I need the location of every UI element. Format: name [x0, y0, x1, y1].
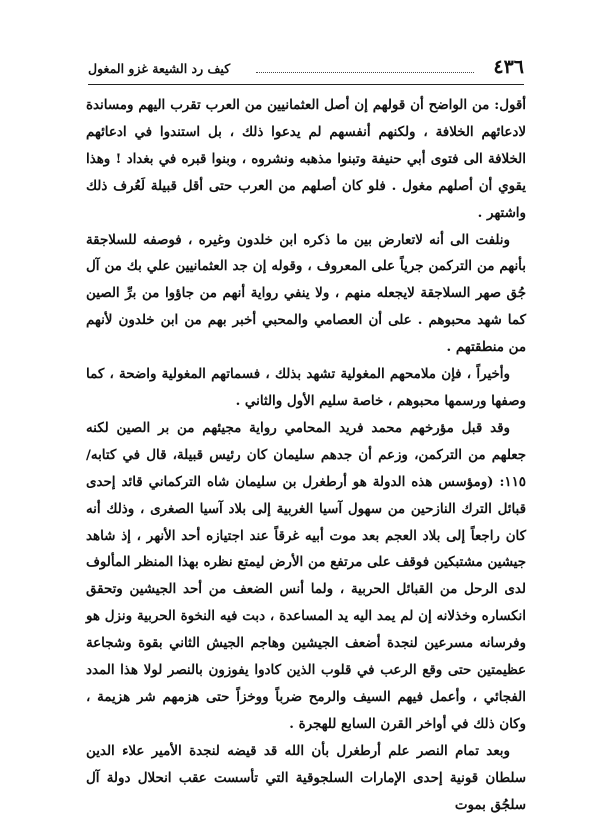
paragraph: وبعد تمام النصر علم أرطغرل بأن الله قد قيضه لنجدة الأمير علاء الدين سلطان قونية إحدى الإمارات السلجوقية التي تأسست عقب انحلال دولة آل سلجُق بموت: [86, 742, 526, 813]
body-text: [86, 92, 526, 818]
page-number: ٤٣٦: [493, 56, 524, 78]
header-rule: [88, 84, 524, 85]
paragraph: وقد قبل مؤرخهم محمد فريد المحامي رواية مجيئهم من بر الصين لكنه جعلهم من التركمن، وزعم أن جدهم سليمان كان رئيس قبيلة، قال في كتابه/١١٥: (ومؤسس هذه الدولة هو أرطغرل بن سليمان شاه التركماني قائد إحدى قبائل الترك النازحين من سهول آسيا الغربية إلى بلاد آسيا الصغرى ، وذلك أنه كان راجعاً إلى بلاد العجم بعد موت أبيه غرقاً عند اجتيازه أحد الأنهر ، إذ شاهد جيشين مشتبكين فوقف على مرتفع من الأرض ليمتع نظره بهذا المنظر المألوف لدى الرحل من القبائل الحربية ، ولما أنس الضعف من أحد الجيشين وتحقق انكساره وخذلانه إن لم يمد اليه يد المساعدة ، دبت فيه النخوة الحربية ونزل هو وفرسانه مسرعين لنجدة أضعف الجيشين وهاجم الجيش الثاني بقوة وشجاعة عظيمتين حتى وقع الرعب في قلوب الذين كادوا يفوزون بالنصر لولا هذا المدد الفجائي ، وأعمل فيهم السيف والرمح ضرباً ووخزاً حتى هزمهم شر هزيمة ، وكان ذلك في أواخر القرن السابع للهجرة .: [86, 419, 526, 732]
page-header: [88, 56, 524, 82]
paragraph: أقول: من الواضح أن قولهم إن أصل العثمانيين من العرب تقرب اليهم ومساندة لادعائهم الخلافة ، ولكنهم أنفسهم لم يدعوا ذلك ، بل استندوا في ادعائهم الخلافة الى فتوى أبي حنيفة وتبنوا مذهبه ونشروه ، وبنوا قبره في بغداد ! وهذا يقوي أن أصلهم مغول . فلو كان أصلهم من العرب حتى أقل قبيلة لَعُرف ذلك واشتهر .: [86, 97, 526, 221]
header-dotted-leader: [256, 72, 474, 73]
paragraph: وأخيراً ، فإن ملامحهم المغولية تشهد بذلك ، فسماتهم المغولية واضحة ، كما وصفها ورسمها محبوهم ، خاصة سليم الأول والثاني .: [86, 366, 526, 409]
paragraph: ونلفت الى أنه لاتعارض بين ما ذكره ابن خلدون وغيره ، فوصفه للسلاجقة بأنهم من التركمن جرياً على المعروف ، وقوله إن جد العثمانيين علي بك من آل جُق صهر السلاجقة لايجعله منهم ، ولا ينفي رواية أنهم من جاؤوا من برِّ الصين كما شهد محبوهم . على أن العصامي والمحبي أخبر بهم من ابن خلدون لأنهم من منطقتهم .: [86, 231, 526, 356]
running-title: كيف رد الشيعة غزو المغول: [88, 61, 231, 76]
